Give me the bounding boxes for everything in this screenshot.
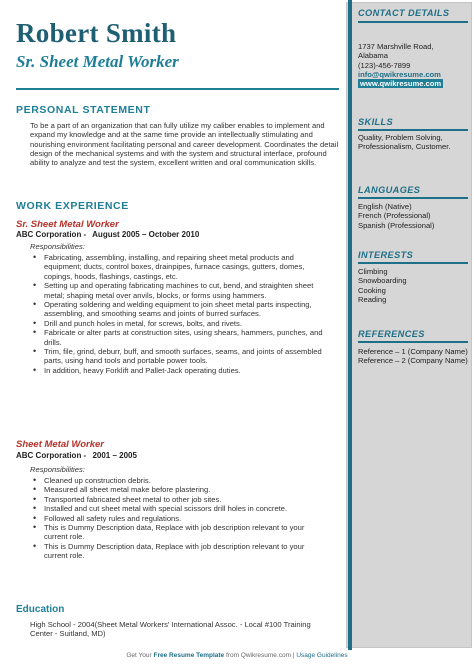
list-item: Climbing	[358, 267, 388, 276]
references-divider	[358, 341, 468, 343]
free-resume-template-link[interactable]: Free Resume Template	[153, 652, 225, 659]
languages-divider	[358, 197, 468, 199]
list-item: • Cleaned up construction debris.	[30, 476, 330, 485]
sidebar-accent-bar	[348, 0, 352, 650]
job-responsibilities-list	[30, 253, 330, 375]
list-item: Snowboarding	[358, 276, 407, 286]
email-link[interactable]: info@qwikresume.com	[358, 69, 441, 79]
contact-details	[358, 42, 468, 88]
contact-details-heading: CONTACT DETAILS	[358, 8, 450, 18]
list-item: • This is Dummy Description data, Replace with job description relevant to your current role.	[30, 542, 330, 561]
footer-middle: from Qwikresume.com |	[225, 652, 295, 659]
responsibilities-label: Responsibilities:	[30, 465, 85, 474]
interests-heading: INTERESTS	[358, 250, 414, 260]
skills-text: Quality, Problem Solving, Professionalism, Customer.	[358, 133, 451, 152]
languages-list	[358, 202, 468, 230]
job-company: ABC Corporation -	[16, 451, 87, 460]
website-link[interactable]: www.qwikresume.com	[360, 79, 442, 89]
job-title: Sheet Metal Worker	[16, 439, 104, 450]
personal-statement-text: To be a part of an organization that can fully utilize my caliber enables to implement and expand my knowledge and at the same time provide an intellectually stimulating and nourishing environment facilitating personal and career development. Coordinates the detail design of the mechanical systems and with the system and structural interface, profound ability to analyze and test the system, excellent written and oral communication skills.	[30, 121, 339, 168]
address-line: 1737 Marshville Road,	[358, 42, 434, 51]
job-meta	[16, 451, 141, 460]
phone-number: (123)-456-7899	[358, 60, 411, 70]
footer	[0, 652, 474, 659]
list-item: Reference – 1 (Company Name)	[358, 347, 468, 356]
job-dates: 2001 – 2005	[92, 451, 137, 460]
list-item: French (Professional)	[358, 211, 431, 221]
footer-prefix: Get Your	[126, 652, 152, 659]
responsibilities-label: Responsibilities:	[30, 242, 85, 251]
list-item: • Fabricate or alter parts at construction sites, using shears, hammers, punches, and drills.	[30, 328, 330, 347]
list-item: Reading	[358, 294, 387, 304]
list-item: • Fabricating, assembling, installing, and repairing sheet metal products and equipment; ducts, control boxes, drainpipes, furnace casings, gutters, domes, copings, hoods, flashings, castings, etc.	[30, 253, 330, 281]
list-item: • In addition, heavy Forklift and Pallet-Jack operating duties.	[30, 366, 330, 375]
job-dates: August 2005 – October 2010	[92, 230, 200, 239]
list-item: • Measured all sheet metal make before plastering.	[30, 485, 330, 494]
header-divider	[16, 88, 339, 90]
languages-heading: LANGUAGES	[358, 185, 421, 195]
list-item: • Drill and punch holes in metal, for screws, bolts, and rivets.	[30, 319, 330, 328]
references-list	[358, 347, 468, 366]
education-heading: Education	[16, 604, 65, 615]
list-item: Reference – 2 (Company Name)	[358, 356, 468, 366]
contact-divider	[358, 21, 468, 23]
job-meta	[16, 230, 203, 239]
usage-guidelines-link[interactable]: Usage Guidelines	[296, 652, 348, 659]
references-heading: REFERENCES	[358, 329, 425, 339]
list-item: • Transported fabricated sheet metal to other job sites.	[30, 495, 330, 504]
list-item: • Followed all safety rules and regulations.	[30, 514, 330, 523]
list-item: • Setting up and operating fabricating machines to cut, bend, and straighten sheet metal; shaping metal over anvils, blocks, or forms using hammers.	[30, 281, 330, 300]
interests-list	[358, 267, 468, 304]
list-item: Cooking	[358, 285, 386, 295]
list-item: • Trim, file, grind, deburr, buff, and smooth surfaces, seams, and joints of assembled parts, using hand tools and portable power tools.	[30, 347, 330, 366]
list-item: Spanish (Professional)	[358, 220, 435, 230]
personal-statement-heading: PERSONAL STATEMENT	[16, 104, 151, 116]
list-item: • Operating soldering and welding equipment to join sheet metal parts inspecting, assembling, and smoothing seams and joints of burred surfaces.	[30, 300, 330, 319]
skills-divider	[358, 129, 468, 131]
work-experience-heading: WORK EXPERIENCE	[16, 200, 129, 212]
candidate-role: Sr. Sheet Metal Worker	[16, 52, 179, 71]
skills-heading: SKILLS	[358, 117, 394, 127]
address-line: Alabama	[358, 51, 388, 61]
list-item: English (Native)	[358, 202, 412, 211]
list-item: • This is Dummy Description data, Replace with job description relevant to your current role.	[30, 523, 330, 542]
job-company: ABC Corporation -	[16, 230, 87, 239]
interests-divider	[358, 262, 468, 264]
list-item: • Installed and cut sheet metal with special scissors drill holes in concrete.	[30, 504, 330, 513]
candidate-name: Robert Smith	[16, 18, 177, 48]
sidebar-panel	[346, 2, 472, 648]
job-title: Sr. Sheet Metal Worker	[16, 219, 119, 230]
job-responsibilities-list	[30, 476, 330, 561]
education-text: High School - 2004(Sheet Metal Workers' International Assoc. - Local #100 Training Center - Suitland, MD)	[30, 620, 311, 639]
